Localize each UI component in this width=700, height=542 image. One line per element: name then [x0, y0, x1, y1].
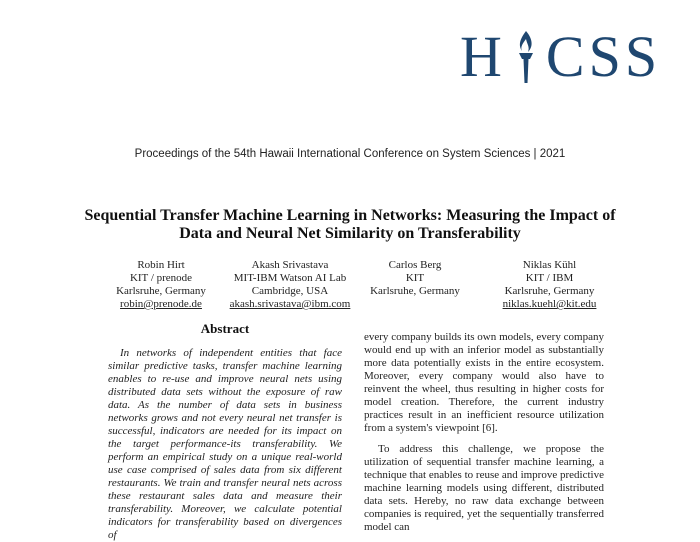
body-column	[364, 331, 604, 542]
author-name: Robin Hirt	[137, 259, 185, 271]
author-affiliation: KIT / prenode	[129, 272, 193, 284]
abstract-heading: Abstract	[200, 321, 250, 336]
author-affiliation: KIT	[405, 272, 425, 284]
author-name: Niklas Kühl	[522, 259, 577, 271]
author-3	[355, 259, 475, 298]
author-4	[487, 259, 612, 311]
author-location: Karlsruhe, Germany	[116, 285, 206, 297]
abstract-text: In networks of independent entities that face similar predictive tasks, transfer machine learning enables to re-use and improve neural nets using distributed data sets without the exposure of raw data. As the number of data sets in business networks grows and not every neural net transfer is successful, indicators are needed for its impact on the target performance-its transferability. We perform an empirical study on a unique real-world use case comprised of sales data from six different restaurants. We train and transfer neural nets across these restaurant sales data and measure their transferability. Moreover, we calculate potential indicators for transferability based on divergences of	[108, 347, 342, 541]
author-location: Karlsruhe, Germany	[504, 285, 595, 297]
author-2	[210, 259, 370, 311]
author-affiliation: KIT / IBM	[525, 272, 574, 284]
author-affiliation: MIT-IBM Watson AI Lab	[233, 272, 347, 284]
logo-text-h: H	[460, 24, 506, 89]
author-block	[0, 259, 700, 311]
author-email[interactable]: robin@prenode.de	[120, 298, 202, 310]
abstract-column	[108, 322, 342, 542]
body-paragraph-2: To address this challenge, we propose the utilization of sequential transfer machine learning, a technique that enables to reuse and improve predictive machine learning models using different, distributed data sets. Hereby, no raw data exchange between companies is required, yet the sequentially transferred model can	[364, 443, 604, 533]
proceedings-header: Proceedings of the 54th Hawaii International Conference on System Sciences | 2021	[134, 148, 566, 160]
torch-icon	[508, 29, 544, 85]
logo-text-css: CSS	[545, 24, 662, 89]
author-email[interactable]: niklas.kuehl@kit.edu	[502, 298, 597, 310]
author-name: Carlos Berg	[388, 259, 442, 271]
author-location: Karlsruhe, Germany	[370, 285, 460, 297]
body-paragraph-1: every company builds its own models, every company would end up with an inferior model as substantially more data potentially exists in the entire ecosystem. Moreover, every company would also have to reinvent the wheel, thus resulting in higher costs for model creation. Therefore, the current industry practices result in an inefficient resource utilization from a system's viewpoint [6].	[364, 331, 604, 434]
hicss-logo	[460, 26, 670, 88]
author-location: Cambridge, USA	[251, 285, 329, 297]
author-email[interactable]: akash.srivastava@ibm.com	[229, 298, 351, 310]
author-name: Akash Srivastava	[251, 259, 329, 271]
author-1	[96, 259, 226, 311]
paper-title: Sequential Transfer Machine Learning in Networks: Measuring the Impact of Data and Neural Net Similarity on Transferability	[84, 207, 616, 242]
